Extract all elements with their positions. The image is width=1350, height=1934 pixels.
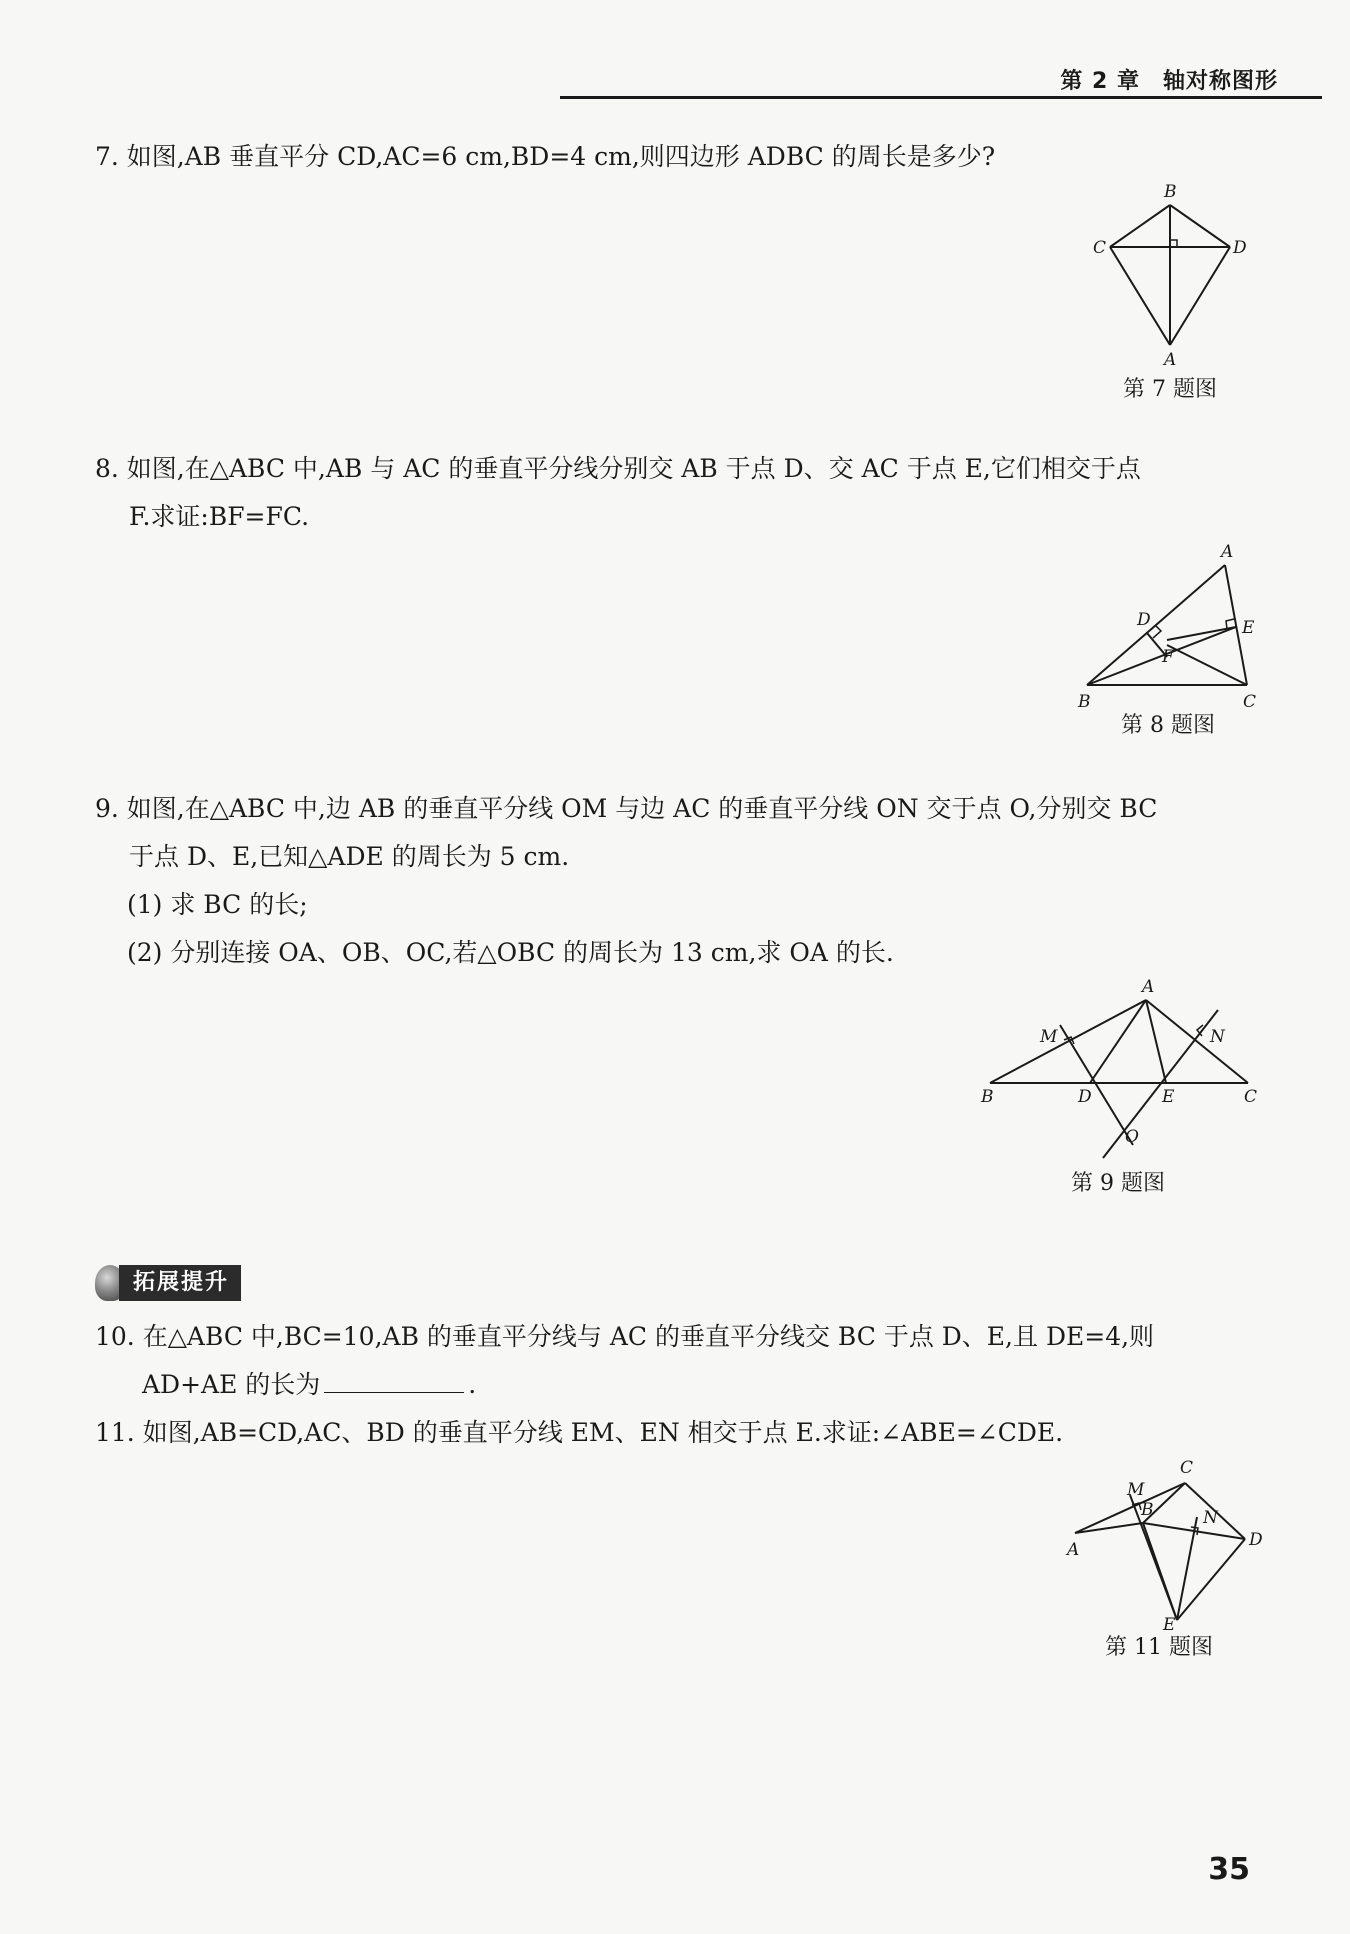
label-a: A [1164,350,1177,370]
question-11 [95,1409,1265,1457]
label-n: N [1210,1027,1225,1047]
label-d: D [1233,238,1247,258]
label-m: M [1040,1027,1058,1047]
question-10-prefix: AD+AE 的长为 [142,1370,321,1399]
label-o: O [1125,1127,1139,1147]
segment-ae [1146,1000,1166,1083]
label-e: E [1242,618,1255,638]
section-badge [95,1265,241,1301]
header-rule [560,96,1322,99]
label-d: D [1137,610,1151,630]
label-b: B [1164,182,1177,202]
label-d: D [1078,1087,1092,1107]
question-8-line-2: F.求证:BF=FC. [129,502,310,531]
segment-ca [1110,247,1170,345]
label-d: D [1249,1530,1263,1550]
line-en [1177,1517,1197,1620]
question-10-suffix: . [468,1370,477,1399]
label-b: B [1078,692,1091,712]
figure-7 [1085,182,1247,370]
question-8-line-1: 8. 如图,在△ABC 中,AB 与 AC 的垂直平分线分别交 AB 于点 D、交 AC 于点 E,它们相交于点 [95,454,1141,483]
chapter-header: 第 2 章 轴对称图形 [1060,69,1278,94]
section-title: 拓展提升 [119,1265,241,1301]
label-c: C [1243,692,1257,712]
label-c: C [1093,238,1107,258]
question-9-line-1: 9. 如图,在△ABC 中,边 AB 的垂直平分线 OM 与边 AC 的垂直平分线 ON 交于点 O,分别交 BC [95,794,1158,823]
label-e: E [1162,1087,1175,1107]
label-a: A [1067,1540,1080,1560]
label-m: M [1127,1480,1145,1500]
label-n: N [1203,1508,1218,1528]
question-7-text: 7. 如图,AB 垂直平分 CD,AC=6 cm,BD=4 cm,则四边形 ADBC 的周长是多少? [95,142,996,171]
label-e: E [1163,1615,1176,1635]
label-c: C [1244,1087,1258,1107]
label-b: B [981,1087,994,1107]
question-10-line-2 [95,1361,1265,1409]
figure-11 [1065,1455,1265,1635]
question-9-line-2: 于点 D、E,已知△ADE 的周长为 5 cm. [129,842,570,871]
label-f: F [1162,647,1174,667]
figure-8-caption: 第 8 题图 [1121,713,1215,738]
question-10 [95,1313,1265,1409]
question-9-sub-2: (2) 分别连接 OA、OB、OC,若△OBC 的周长为 13 cm,求 OA 的长. [127,938,894,967]
segment-da [1170,247,1230,345]
segment-ad [1090,1000,1146,1083]
answer-blank[interactable] [324,1391,464,1393]
question-8 [95,445,1265,541]
segment-fc [1167,645,1247,685]
figure-9 [978,977,1258,1155]
question-7 [95,133,1265,181]
question-9-sub-1: (1) 求 BC 的长; [127,890,308,919]
line-om [1060,1025,1133,1145]
label-a: A [1221,542,1234,562]
segment-ab [990,1000,1146,1083]
label-b: B [1141,1500,1154,1520]
label-c: C [1180,1458,1194,1478]
segment-bc [1110,205,1170,247]
segment-ef [1167,627,1236,640]
figure-9-caption: 第 9 题图 [1071,1171,1165,1196]
question-11-text: 11. 如图,AB=CD,AC、BD 的垂直平分线 EM、EN 相交于点 E.求证:∠ABE=∠CDE. [95,1418,1064,1447]
page-number: 35 [1208,1852,1250,1887]
figure-11-caption: 第 11 题图 [1105,1635,1213,1660]
segment-ac [1146,1000,1248,1083]
label-a: A [1142,977,1155,997]
figure-8 [1075,542,1265,715]
right-angle-mark [1170,240,1177,247]
segment-de [1177,1539,1245,1620]
question-9 [95,785,1265,977]
segment-bd [1170,205,1230,247]
segment-be [1143,1523,1177,1620]
question-10-line-1: 10. 在△ABC 中,BC=10,AB 的垂直平分线与 AC 的垂直平分线交 BC 于点 D、E,且 DE=4,则 [95,1322,1155,1351]
figure-7-caption: 第 7 题图 [1123,377,1217,402]
